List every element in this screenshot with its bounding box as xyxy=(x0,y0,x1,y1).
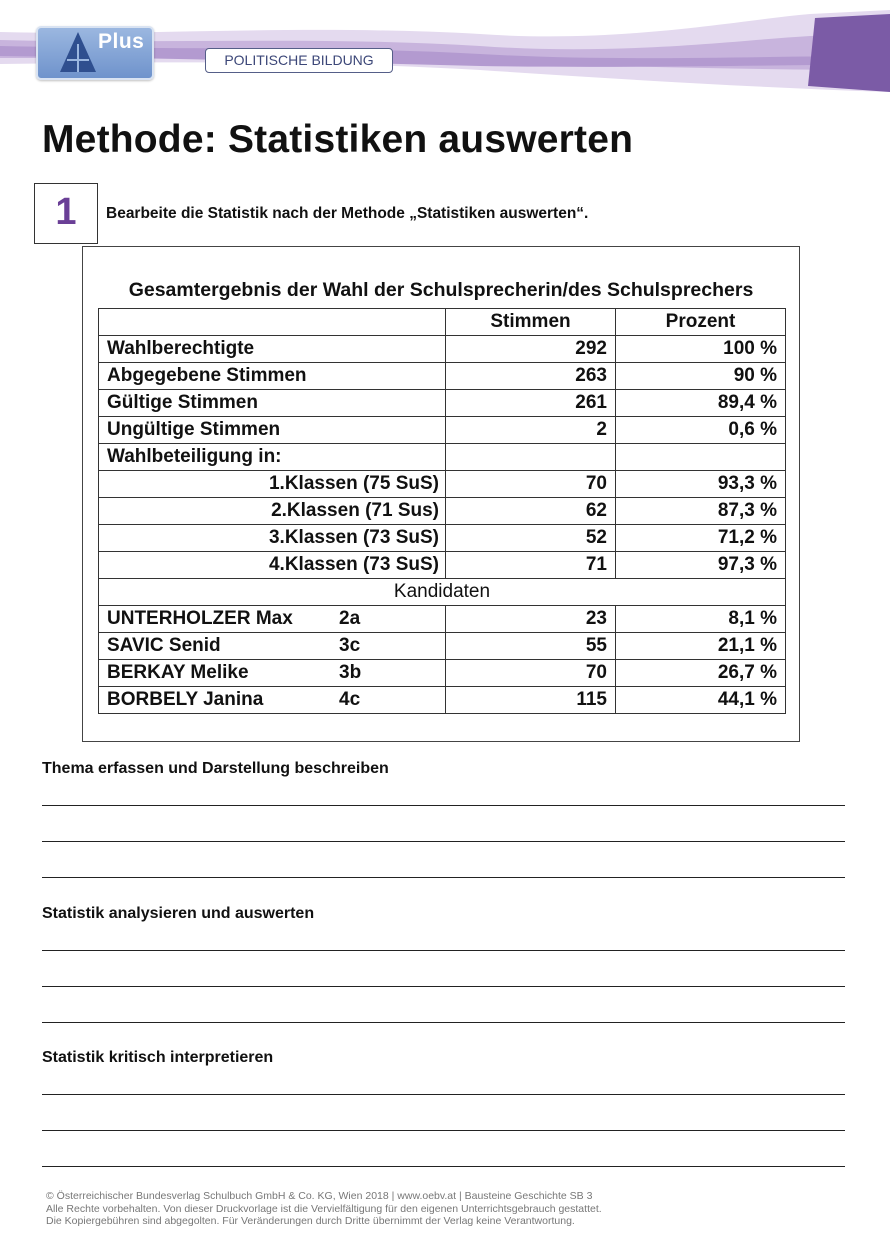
candidate-name: SAVIC Senid xyxy=(107,635,221,656)
section-heading-describe: Thema erfassen und Darstellung beschreiben xyxy=(42,760,389,777)
row-percent: 100 % xyxy=(616,336,786,363)
empty-cell xyxy=(446,444,616,471)
row-label: Ungültige Stimmen xyxy=(99,417,446,444)
candidate-percent: 8,1 % xyxy=(616,606,786,633)
candidate-percent: 26,7 % xyxy=(616,660,786,687)
table-row-candidates-heading xyxy=(99,579,786,606)
candidate-cell xyxy=(99,687,446,714)
table-row xyxy=(99,390,786,417)
candidate-name: BERKAY Melike xyxy=(107,662,249,683)
table-row xyxy=(99,633,786,660)
election-results-table xyxy=(98,308,786,714)
candidate-votes: 23 xyxy=(446,606,616,633)
publisher-logo xyxy=(36,26,154,80)
candidate-cell xyxy=(99,633,446,660)
candidate-class: 2a xyxy=(339,608,361,629)
table-header-row xyxy=(99,309,786,336)
class-percent: 93,3 % xyxy=(616,471,786,498)
row-votes: 292 xyxy=(446,336,616,363)
answer-line[interactable] xyxy=(42,841,845,842)
footer-line-1 xyxy=(46,1190,602,1203)
answer-line[interactable] xyxy=(42,1166,845,1167)
class-votes: 62 xyxy=(446,498,616,525)
section-heading-interpret: Statistik kritisch interpretieren xyxy=(42,1049,274,1066)
table-row xyxy=(99,525,786,552)
answer-line[interactable] xyxy=(42,986,845,987)
candidates-heading: Kandidaten xyxy=(99,579,786,606)
footer-suffix: | Bausteine Geschichte SB 3 xyxy=(456,1190,593,1202)
row-votes: 263 xyxy=(446,363,616,390)
class-percent: 97,3 % xyxy=(616,552,786,579)
copyright-footer xyxy=(46,1190,602,1228)
class-percent: 87,3 % xyxy=(616,498,786,525)
candidate-cell xyxy=(99,606,446,633)
footer-line-2: Alle Rechte vorbehalten. Von dieser Druckvorlage ist die Vervielfältigung für den eigenen Unterrichtsgebrauch gestattet. xyxy=(46,1202,602,1215)
candidate-name: BORBELY Janina xyxy=(107,689,264,710)
row-votes: 2 xyxy=(446,417,616,444)
row-label: Gültige Stimmen xyxy=(99,390,446,417)
footer-line-3: Die Kopiergebühren sind abgegolten. Für Veränderungen durch Dritte übernimmt der Verlag keine Verantwortung. xyxy=(46,1215,575,1227)
answer-line[interactable] xyxy=(42,1022,845,1023)
section-heading-analyze: Statistik analysieren und auswerten xyxy=(42,905,315,922)
logo-text: Plus xyxy=(98,30,145,53)
header-banner xyxy=(0,0,890,100)
row-label: Wahlberechtigte xyxy=(99,336,446,363)
row-label: Abgegebene Stimmen xyxy=(99,363,446,390)
class-label: 4.Klassen (73 SuS) xyxy=(99,552,446,579)
statistics-frame xyxy=(82,246,800,742)
publisher-link[interactable]: www.oebv.at xyxy=(397,1190,457,1202)
table-row xyxy=(99,363,786,390)
answer-line[interactable] xyxy=(42,1094,845,1095)
table-row xyxy=(99,498,786,525)
table-row xyxy=(99,660,786,687)
class-votes: 70 xyxy=(446,471,616,498)
table-title: Gesamtergebnis der Wahl der Schulsprecherin/des Schulsprechers xyxy=(128,279,754,301)
candidate-percent: 44,1 % xyxy=(616,687,786,714)
candidate-class: 3c xyxy=(339,635,361,656)
candidate-votes: 55 xyxy=(446,633,616,660)
empty-cell xyxy=(616,444,786,471)
row-percent: 90 % xyxy=(616,363,786,390)
column-header-label xyxy=(99,309,446,336)
candidate-percent: 21,1 % xyxy=(616,633,786,660)
answer-line[interactable] xyxy=(42,950,845,951)
answer-line[interactable] xyxy=(42,1130,845,1131)
task-instruction: Bearbeite die Statistik nach der Methode „Statistiken auswerten“. xyxy=(106,205,589,222)
subject-tag: POLITISCHE BILDUNG xyxy=(205,48,393,73)
triangle-logo-icon xyxy=(58,30,98,74)
candidate-cell xyxy=(99,660,446,687)
table-row xyxy=(99,606,786,633)
class-votes: 71 xyxy=(446,552,616,579)
task-number: 1 xyxy=(34,183,98,244)
class-percent: 71,2 % xyxy=(616,525,786,552)
candidate-votes: 70 xyxy=(446,660,616,687)
class-label: 2.Klassen (71 Sus) xyxy=(99,498,446,525)
page-title: Methode: Statistiken auswerten xyxy=(42,118,634,161)
column-header-votes: Stimmen xyxy=(446,309,616,336)
turnout-label: Wahlbeteiligung in: xyxy=(99,444,446,471)
answer-line[interactable] xyxy=(42,805,845,806)
class-label: 1.Klassen (75 SuS) xyxy=(99,471,446,498)
answer-line[interactable] xyxy=(42,877,845,878)
row-percent: 0,6 % xyxy=(616,417,786,444)
table-row-turnout xyxy=(99,444,786,471)
class-votes: 52 xyxy=(446,525,616,552)
candidate-class: 3b xyxy=(339,662,362,683)
candidate-votes: 115 xyxy=(446,687,616,714)
footer-prefix: © Österreichischer Bundesverlag Schulbuch GmbH & Co. KG, Wien 2018 | xyxy=(46,1190,398,1202)
table-row xyxy=(99,471,786,498)
table-row xyxy=(99,336,786,363)
table-row xyxy=(99,687,786,714)
candidate-name: UNTERHOLZER Max xyxy=(107,608,293,629)
row-votes: 261 xyxy=(446,390,616,417)
table-row xyxy=(99,552,786,579)
class-label: 3.Klassen (73 SuS) xyxy=(99,525,446,552)
table-row xyxy=(99,417,786,444)
candidate-class: 4c xyxy=(339,689,361,710)
row-percent: 89,4 % xyxy=(616,390,786,417)
column-header-percent: Prozent xyxy=(616,309,786,336)
